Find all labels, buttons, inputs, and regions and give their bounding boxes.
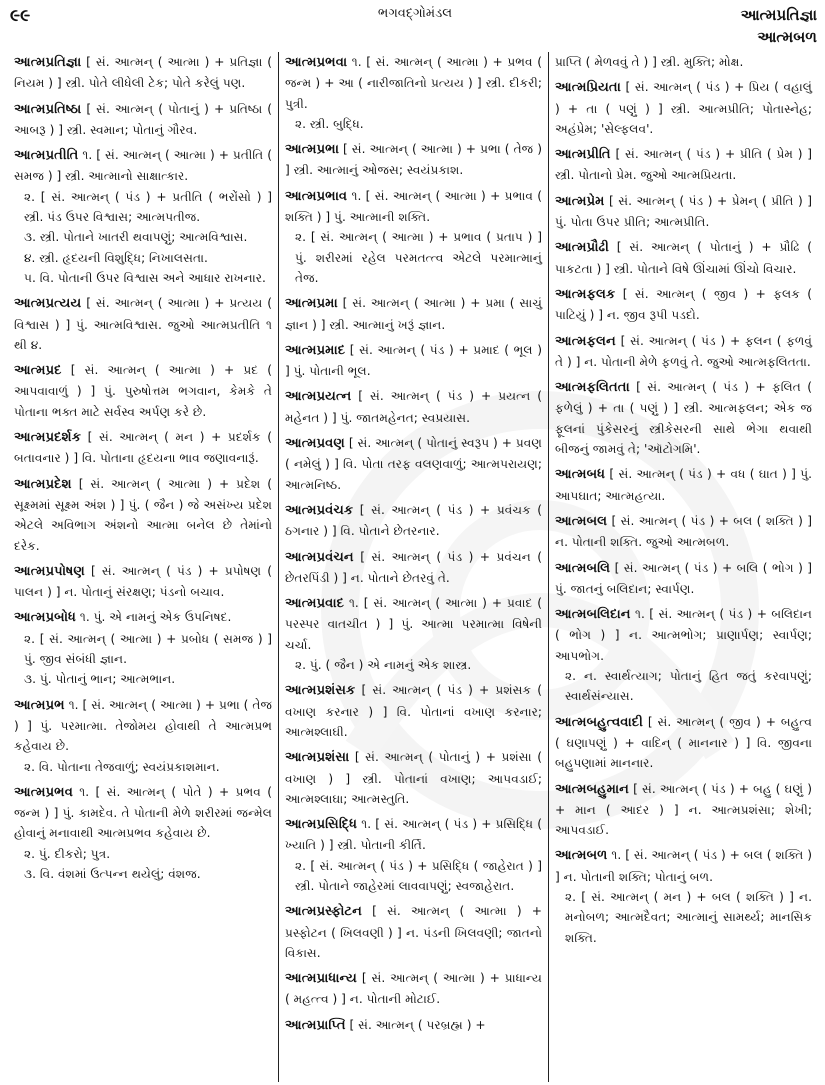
entry-definition: [ સં. આત્મન્ ( જીવ ) + ફલક ( પાટિયું ) ] ન. જીવ રૂપી પડદો. (555, 286, 812, 323)
dictionary-entry (14, 293, 272, 355)
dictionary-entry (285, 500, 542, 542)
entry-definition: [ સં. આત્મન્ ( પંડ ) + પ્રિય ( વહાલું ) + તા ( પણું ) ] સ્ત્રી. આત્મપ્રીતિ; પોતાસ્નેહ; અહંપ્રેમ; 'સેલ્ફલવ'. (555, 80, 812, 136)
entry-sense: ૨. પું. દીકરો; પુત્ર. (24, 846, 111, 861)
entry-headword: આત્મપ્રાપ્તિ (285, 1017, 346, 1033)
page-number: ૯૯ (10, 6, 31, 26)
dictionary-entry (14, 561, 272, 603)
entry-headword: આત્મબહુત્વવાદી (555, 714, 643, 730)
entry-definition: [ સં. આત્મન્ ( આત્મા ) + પ્રસ્ફોટન ( ખિલવણી ) ] ન. પંડની ખિલવણી; જાતનો વિકાસ. (285, 904, 542, 960)
entry-definition: [ સં. આત્મન્ ( મન ) + પ્રદર્શક ( બતાવનાર ) ] વિ. પોતાના હૃદયના ભાવ જણાવનારૂં. (14, 430, 272, 466)
entry-sense: ૫. વિ. પોતાની ઉપર વિશ્વાસ અને આધાર રાખનાર. (24, 270, 266, 285)
dictionary-entry (555, 511, 812, 553)
entry-headword: આત્મપ્રભવ (14, 784, 73, 800)
dictionary-entry (285, 680, 542, 742)
entry-headword: આત્મપ્રમા (285, 296, 338, 312)
entry-headword: આત્મપ્રીતિ (555, 147, 611, 163)
entry-definition: ૧. [ સં. આત્મન્ ( આત્મા ) + પ્રતીતિ ( સમજ ) ] સ્ત્રી. આત્માનો સાક્ષાત્કાર. (14, 148, 272, 184)
dictionary-entry (555, 558, 812, 600)
entry-definition: [ સં. આત્મન્ ( જીવ ) + બહુત્વ ( ઘણાપણું ) + વાદિન્ ( માનનાર ) ] વિ. જીવના બહુપણામાં માનનાર. (555, 714, 813, 771)
entry-definition: [ સં. આત્મન્ ( પોતાનું ) + પ્રતિષ્ઠા ( આબરૂ ) ] સ્ત્રી. સ્વમાન; પોતાનું ગૌરવ. (14, 101, 272, 137)
guide-word-last: આત્મબળ (757, 28, 817, 46)
entry-headword: આત્મબધ (555, 467, 606, 483)
column-right (548, 52, 818, 1082)
entry-definition: ૧. [ સં. આત્મન્ ( આત્મા ) + પ્રભાવ ( શક્તિ ) ] પું. આત્માની શક્તિ. (285, 188, 543, 225)
entry-definition: [ સં. આત્મન્ ( આત્મા ) + પ્રત્યય ( વિશ્વાસ ) ] પું. આત્મવિશ્વાસ. જુઓ આત્મપ્રતીતિ ૧ થી ૪. (14, 296, 273, 352)
entry-sense: ૨. [ સં. આત્મન્ ( પંડ ) + પ્રતીતિ ( ભરોંસો ) ] સ્ત્રી. પંડ ઉપર વિશ્વાસ; આત્મપતીજ. (24, 189, 272, 225)
entry-definition: [ સં. આત્મન્ ( પંડ ) + ફલિત ( ફળેલું ) + તા ( પણું ) ] સ્ત્રી. આત્મફલન; એક જ ફૂલનાં પુંકેસરનું સ્ત્રીકેસરની સાથે ભેગા થવાથી બીજનું જામવું તે; 'ઑટોગમિ'. (555, 380, 813, 457)
entry-sense: ૨. ન. સ્વાર્થત્યાગ; પોતાનું હિત જતું કરવાપણું; સ્વાર્થસંન્યાસ. (565, 669, 812, 704)
dictionary-columns (8, 52, 820, 1082)
running-title: ભગવદ્ગોમંડલ (377, 6, 453, 21)
entry-definition: [ સં. આત્મન્ ( પંડ ) + પ્રપોષણ ( પાલન ) ] ન. પોતાનું સંરક્ષણ; પંડનો બચાવ. (14, 563, 272, 600)
entry-definition: ૧. [ સં. આત્મન્ ( આત્મા ) + પ્રભા ( તેજ ) ] પું. પરમાત્મા. તેજોમય હોવાથી તે આત્મપ્રભ કહેવાય છે. (14, 697, 272, 754)
dictionary-entry (285, 547, 542, 589)
entry-headword: આત્મપ્રતિજ્ઞા (14, 55, 82, 70)
entry-headword: આત્મપ્રમાદ (285, 342, 346, 358)
dictionary-entry (285, 968, 542, 1010)
dictionary-entry (285, 901, 542, 963)
page-header (0, 0, 825, 52)
entry-headword: આત્મપ્રેમ (555, 193, 605, 209)
dictionary-entry (14, 360, 272, 422)
entry-definition: ૧. [ સં. આત્મન્ ( આત્મા ) + પ્રભવ ( જન્મ ) + આ ( નારીજાતિનો પ્રત્યય ) ] સ્ત્રી. દીકરી; પુત્રી. (285, 55, 542, 111)
dictionary-entry (285, 139, 542, 181)
entry-definition: [ સં. આત્મન્ ( પંડ ) + બહુ ( ઘણું ) + માન ( આદર ) ] ન. આત્મપ્રશંસા; શેખી; આપવડાઈ. (555, 781, 812, 838)
entry-definition: ૧. [ સં. આત્મન્ ( પંડ ) + પ્રસિદ્ધિ ( ખ્યાતિ ) ] સ્ત્રી. પોતાની કીર્તિ. (285, 817, 542, 853)
dictionary-entry (555, 77, 812, 139)
dictionary-entry (555, 144, 812, 186)
entry-headword: આત્મફલક (555, 286, 616, 302)
dictionary-entry (14, 52, 272, 94)
entry-headword: આત્મપ્રતીતિ (14, 148, 79, 164)
entry-definition: [ સં. આત્મન્ ( પંડ ) + ફલન ( ફળવું તે ) ] ન. પોતાની મેળે ફળવું તે. જુઓ આત્મફલિતતા. (555, 333, 813, 369)
dictionary-entry (285, 386, 542, 428)
guide-word-first: આત્મપ્રતિજ્ઞા (740, 6, 817, 24)
entry-headword: આત્મપ્રયત્ન (285, 389, 352, 405)
entry-definition: [ સં. આત્મન્ ( આત્મા ) + પ્રાધાન્ય ( મહત્ત્વ ) ] ન. પોતાની મોટાઈ. (285, 971, 543, 1007)
entry-headword: આત્મપ્રાધાન્ય (285, 971, 357, 987)
entry-definition: [ સં. આત્મન્ ( પોતાનું ) + પ્રશંસા ( વખાણ ) ] સ્ત્રી. પોતાનાં વખાણ; આપવડાઈ; આત્મશ્લાઘા; આત્મસ્તુતિ. (285, 750, 542, 806)
dictionary-entry (555, 52, 812, 72)
entry-headword: આત્મપ્રપોષણ (14, 563, 85, 579)
entry-headword: આત્મપ્રવંચક (285, 502, 354, 518)
entry-headword: આત્મપ્રભાવ (285, 188, 348, 204)
entry-definition: [ સં. આત્મન્ ( પંડ ) + બલ ( શક્તિ ) ] ન. પોતાની શક્તિ. જુઓ આત્મબળ. (555, 513, 812, 550)
entry-definition: પ્રાપ્તિ ( મેળવવું તે ) ] સ્ત્રી. મુક્તિ; મોક્ષ. (555, 55, 744, 69)
entry-definition: [ સં. આત્મન્ ( પંડ ) + પ્રવંચન ( છેતરપિંડી ) ] ન. પોતાને છેતરવું તે. (285, 549, 542, 585)
entry-headword: આત્મપ્રદ (14, 363, 62, 379)
dictionary-entry (285, 747, 542, 809)
entry-definition: [ સં. આત્મન્ ( આત્મા ) + પ્રતિજ્ઞા ( નિયમ ) ] સ્ત્રી. પોતે લીધેલી ટેક; પોતે કરેલું પણ. (14, 55, 273, 91)
entry-headword: આત્મપ્રત્યય (14, 296, 82, 312)
entry-headword: આત્મફલન (555, 333, 616, 349)
entry-headword: આત્મપ્રશંસા (285, 750, 350, 766)
entry-sense: ૨. [ સં. આત્મન્ ( પંડ ) + પ્રસિદ્ધિ ( જાહેરાત ) ] સ્ત્રી. પોતાને જાહેરમાં લાવવાપણું; સ્વજાહેરાત. (295, 858, 542, 893)
dictionary-entry (555, 604, 812, 706)
entry-sense: ૨. [ સં. આત્મન્ ( આત્મા ) + પ્રભાવ ( પ્રતાપ ) ] પું. શરીરમાં રહેલ પરમતત્ત્વ એટલે પરમાત્માનું તેજ. (295, 230, 542, 285)
entry-headword: આત્મબહુમાન (555, 781, 629, 797)
dictionary-entry (555, 191, 812, 233)
entry-headword: આત્મપ્રભા (285, 142, 339, 158)
entry-definition: ૧. [ સં. આત્મન્ ( પોતે ) + પ્રભવ ( જન્મ ) ] પું. કામદેવ. તે પોતાની મેળે શરીરમાં જન્મેલ હોવાનું મનાવાથી આત્મપ્રભવ કહેવાય છે. (14, 784, 273, 841)
entry-headword: આત્મફલિતતા (555, 380, 630, 396)
dictionary-entry (555, 845, 812, 947)
entry-definition: [ સં. આત્મન્ ( પંડ ) + વધ ( ઘાત ) ] પું. આપઘાત; આત્મહત્યા. (555, 467, 812, 503)
dictionary-entry (555, 284, 812, 326)
entry-sense: ૨. સ્ત્રી. બુદ્ધિ. (295, 116, 364, 131)
entry-headword: આત્મપ્રવણ (285, 436, 345, 452)
entry-definition: [ સં. આત્મન્ ( આત્મા ) + પ્રદ ( આપવાવાળું ) ] પું. પુરુષોત્તમ ભગવાન, કેમકે તે પોતાના ભક્ત માટે સર્વસ્વ અર્પણ કરે છે. (14, 363, 273, 419)
entry-definition: [ સં. આત્મન્ ( પંડ ) + પ્રવંચક ( ઠગનાર ) ] વિ. પોતાને છેતરનાર. (285, 502, 542, 539)
entry-sense: ૩. વિ. વંશમાં ઉત્પન્ન થયેલું; વંશજ. (24, 866, 201, 881)
dictionary-entry (555, 237, 812, 279)
entry-sense: ૩. પું. પોતાનું ભાન; આત્મભાન. (24, 672, 176, 687)
entry-headword: આત્મપ્રૌઢી (555, 240, 609, 256)
column-left (8, 52, 278, 1082)
dictionary-entry (555, 464, 812, 506)
dictionary-entry (555, 377, 812, 459)
entry-headword: આત્મબલિદાન (555, 607, 631, 623)
entry-headword: આત્મપ્રભ (14, 697, 65, 713)
dictionary-entry (14, 99, 272, 141)
entry-definition: [ સં. આત્મન્ ( આત્મા ) + પ્રભા ( તેજ ) ] સ્ત્રી. આત્માનું ઓજસ; સ્વયંપ્રકાશ. (285, 142, 542, 178)
entry-headword: આત્મપ્રદર્શક (14, 430, 82, 446)
entry-definition: [ સં. આત્મન્ ( પંડ ) + પ્રશંસક ( વખાણ કરનાર ) ] વિ. પોતાનાં વખાણ કરનાર; આત્મશ્લાઘી. (285, 683, 543, 739)
entry-headword: આત્મપ્રવાદ (285, 596, 344, 612)
dictionary-entry (14, 427, 272, 469)
dictionary-entry (285, 293, 542, 335)
entry-headword: આત્મપ્રતિષ્ઠા (14, 101, 82, 117)
entry-definition: ૧. [ સં. આત્મન્ ( પંડ ) + બલ ( શક્તિ ) ] ન. પોતાની શક્તિ; પોતાનું બળ. (555, 848, 813, 884)
entry-headword: આત્મબળ (555, 848, 608, 864)
entry-headword: આત્મપ્રવંચન (285, 549, 354, 565)
dictionary-entry (285, 340, 542, 382)
entry-headword: આત્મપ્રશંસક (285, 683, 356, 699)
entry-definition: [ સં. આત્મન્ ( પંડ ) + પ્રેમન્ ( પ્રીતિ ) ] પું. પોતા ઉપર પ્રીતિ; આત્મપ્રીતિ. (555, 193, 812, 230)
entry-headword: આત્મબલિ (555, 560, 611, 576)
entry-sense: ૪. સ્ત્રી. હૃદયની વિશુદ્ધિ; નિખાલસતા. (24, 250, 208, 265)
entry-definition: [ સં. આત્મન્ ( પંડ ) + પ્રીતિ ( પ્રેમ ) ] સ્ત્રી. પોતાનો પ્રેમ. જુઓ આત્મપ્રિયતા. (555, 147, 813, 183)
entry-definition: [ સં. આત્મન્ ( પરબ્રહ્મ ) + (349, 1017, 486, 1032)
entry-headword: આત્મપ્રસ્ફોટન (285, 904, 362, 920)
dictionary-entry (14, 695, 272, 777)
entry-definition: [ સં. આત્મન્ ( પંડ ) + પ્રયત્ન ( મહેનત ) ] પું. જાતમહેનત; સ્વપ્રયાસ. (285, 389, 543, 425)
dictionary-entry (14, 782, 272, 884)
dictionary-entry (285, 52, 542, 134)
entry-definition: [ સં. આત્મન્ ( પોતાનું સ્વરૂપ ) + પ્રવણ ( નમેલું ) ] વિ. પોતા તરફ વલણવાળું; આત્મપરાયણ; આત્મનિષ્ઠ. (285, 436, 543, 492)
column-middle (278, 52, 548, 1082)
entry-headword: આત્મપ્રિયતા (555, 80, 621, 96)
dictionary-entry (555, 712, 812, 774)
entry-headword: આત્મબલ (555, 513, 608, 529)
dictionary-entry (14, 474, 272, 556)
entry-definition: ૧. [ સં. આત્મન્ ( પંડ ) + બલિદાન ( ભોગ ) ] ન. આત્મભોગ; પ્રાણાર્પણ; સ્વાર્પણ; આપભોગ. (555, 607, 813, 663)
entry-definition: [ સં. આત્મન્ ( પોતાનું ) + પ્રૌઢિ ( પાકટતા ) ] સ્ત્રી. પોતાને વિષે ઊંચામાં ઊંચો વિચાર. (555, 240, 812, 276)
dictionary-entry (285, 1015, 542, 1036)
entry-sense: ૨. પું. ( જૈન ) એ નામનું એક શાસ્ત્ર. (295, 658, 472, 673)
dictionary-entry (555, 331, 812, 373)
dictionary-entry (285, 433, 542, 495)
entry-definition: [ સં. આત્મન્ ( પંડ ) + બલિ ( ભોગ ) ] પું. જાતનું બલિદાન; સ્વાર્પણ. (555, 560, 812, 596)
entry-definition: ૧. [ સં. આત્મન્ ( આત્મા ) + પ્રવાદ ( પરસ્પર વાતચીત ) ] પું. આત્મા પરમાત્મા વિષેની ચર્ચા. (285, 596, 543, 652)
entry-sense: ૩. સ્ત્રી. પોતાને ખાતરી થવાપણું; આત્મવિશ્વાસ. (24, 230, 248, 245)
entry-sense: ૨. વિ. પોતાના તેજવાળું; સ્વયંપ્રકાશમાન. (24, 759, 220, 774)
entry-headword: આત્મપ્રસિદ્ધિ (285, 817, 358, 833)
dictionary-entry (285, 186, 542, 288)
entry-headword: આત્મપ્રભવા (285, 55, 348, 70)
entry-headword: આત્મપ્રદેશ (14, 476, 72, 492)
entry-definition: [ સં. આત્મન્ ( આત્મા ) + પ્રદેશ ( સૂક્ષ્મમાં સૂક્ષ્મ અંશ ) ] પું. ( જૈન ) જે અસંખ્ય પ્રદેશ એટલે અવિભાગ અંશનો આત્મા બનેલ છે તેમાંનો દરેક. (14, 476, 273, 553)
entry-definition: ૧. પું. એ નામનું એક ઉપનિષદ. (79, 610, 232, 625)
entry-sense: ૨. [ સં. આત્મન્ ( આત્મા ) + પ્રબોધ ( સમજ ) ] પું. જીવ સંબંધી જ્ઞાન. (24, 631, 272, 667)
entry-definition: [ સં. આત્મન્ ( પંડ ) + પ્રમાદ ( ભૂલ ) ] પું. પોતાની ભૂલ. (285, 342, 542, 379)
dictionary-entry (555, 779, 812, 841)
entry-headword: આત્મપ્રબોધ (14, 610, 76, 626)
dictionary-entry (285, 593, 542, 675)
entry-definition: [ સં. આત્મન્ ( આત્મા ) + પ્રમા ( સાચું જ્ઞાન ) ] સ્ત્રી. આત્માનું ખરૂં જ્ઞાન. (285, 296, 542, 332)
entry-sense: ૨. [ સં. આત્મન્ ( મન ) + બલ ( શક્તિ ) ] ન. મનોબળ; આત્મદૈવત; આત્માનું સામર્થ્ય; માનસિક શક્તિ. (565, 889, 812, 945)
dictionary-entry (285, 814, 542, 896)
dictionary-entry (14, 607, 272, 689)
dictionary-entry (14, 145, 272, 288)
